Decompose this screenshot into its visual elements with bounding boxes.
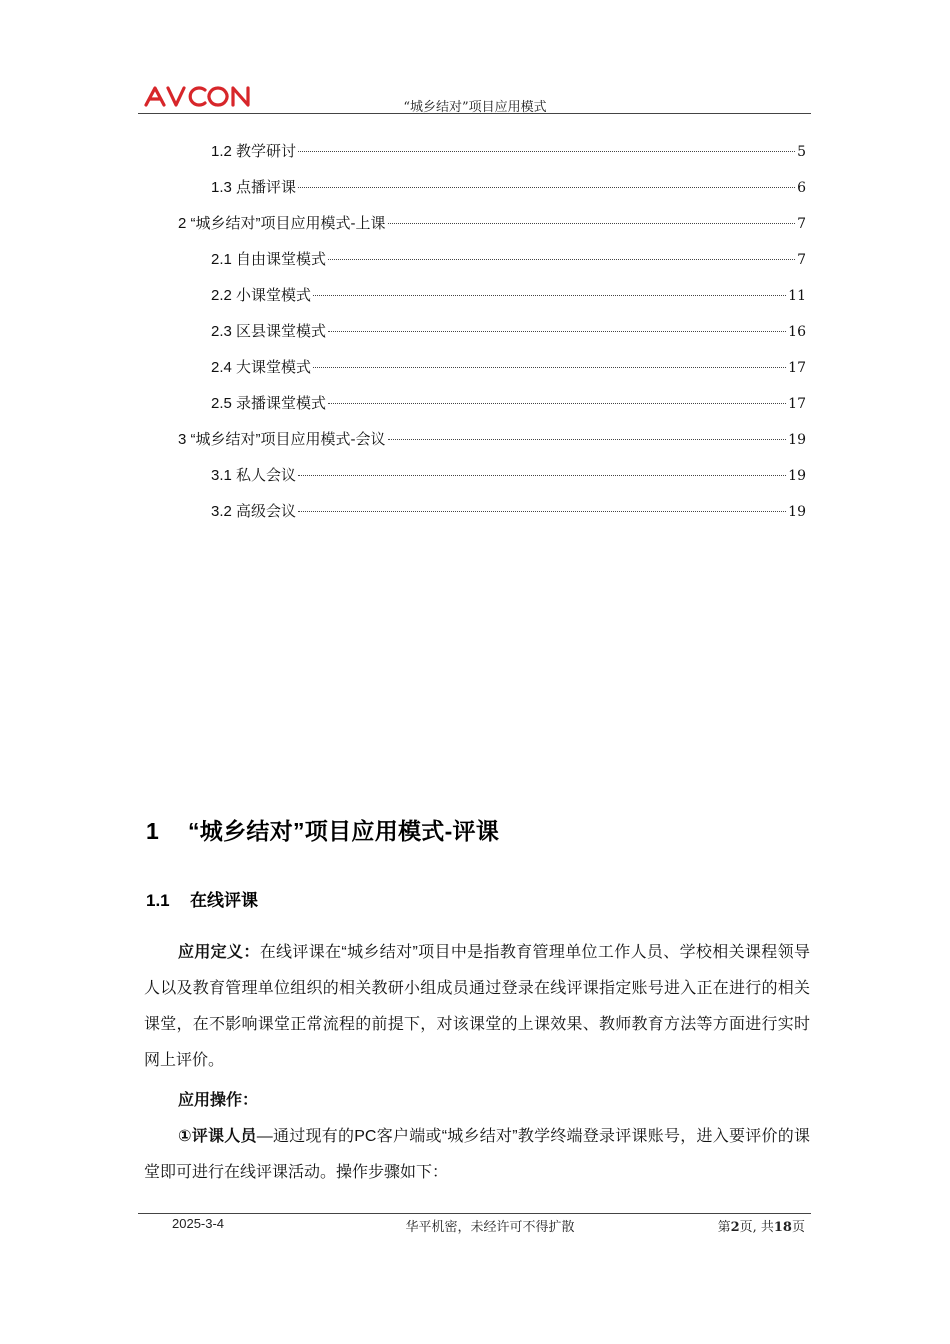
toc-entry-label: 2.1 自由课堂模式 [211, 251, 327, 268]
toc-leader-dots [298, 151, 795, 152]
step-label: ①评课人员 [178, 1128, 257, 1145]
toc-entry-label: 2.4 大课堂模式 [211, 359, 312, 376]
toc-entry-label: 1.3 点播评课 [211, 179, 297, 196]
header-title: “城乡结对”项目应用模式 [403, 100, 547, 115]
toc-leader-dots [328, 403, 786, 404]
step-paragraph [144, 1119, 810, 1191]
toc-entry-page: 19 [788, 504, 806, 520]
step-text: —通过现有的PC客户端或“城乡结对”教学终端登录评课账号，进入要评价的课堂即可进行在线评课活动。操作步骤如下： [144, 1128, 810, 1181]
toc-entry-page: 11 [788, 288, 806, 304]
toc-entry-page: 19 [788, 432, 806, 448]
toc-entry[interactable] [211, 500, 806, 522]
operation-paragraph [144, 1083, 810, 1119]
footer-page-number [718, 1216, 805, 1235]
section-title: “城乡结对”项目应用模式-评课 [188, 818, 500, 844]
toc-entry-label: 3.2 高级会议 [211, 503, 297, 520]
section-number: 1 [146, 818, 160, 844]
toc-leader-dots [313, 295, 786, 296]
toc-entry-label: 3 “城乡结对”项目应用模式-会议 [178, 431, 386, 448]
avcon-logo [144, 84, 256, 108]
avcon-logo-icon [144, 84, 256, 108]
toc-entry[interactable] [178, 428, 806, 450]
definition-paragraph [144, 935, 810, 1079]
toc-leader-dots [388, 439, 787, 440]
toc-leader-dots [313, 367, 786, 368]
page-total: 18 [773, 1220, 792, 1235]
toc-leader-dots [328, 331, 786, 332]
toc-entry-page: 19 [788, 468, 806, 484]
toc-leader-dots [388, 223, 796, 224]
toc-entry-page: 5 [797, 144, 806, 160]
toc-entry[interactable] [211, 284, 806, 306]
toc-entry-label: 1.2 教学研讨 [211, 143, 297, 160]
toc-entry-label: 2.2 小课堂模式 [211, 287, 312, 304]
definition-label: 应用定义： [178, 944, 260, 961]
toc-leader-dots [298, 187, 795, 188]
subsection-number: 1.1 [146, 891, 170, 910]
footer-confidential: 华平机密，未经许可不得扩散 [405, 1220, 575, 1235]
toc-entry[interactable] [211, 248, 806, 270]
toc-entry[interactable] [211, 464, 806, 486]
toc-entry[interactable] [211, 320, 806, 342]
toc-entry-page: 16 [788, 324, 806, 340]
page-current: 2 [730, 1220, 740, 1235]
toc-entry[interactable] [211, 176, 806, 198]
operation-label: 应用操作： [178, 1092, 259, 1109]
definition-text: 在线评课在“城乡结对”项目中是指教育管理单位工作人员、学校相关课程领导人以及教育管理单位组织的相关教研小组成员通过登录在线评课指定账号进入正在进行的相关课堂，在不影响课堂正常流程的前提下，对该课堂的上课效果、教师教育方法等方面进行实时网上评价。 [144, 944, 810, 1069]
toc-entry-label: 2 “城乡结对”项目应用模式-上课 [178, 215, 386, 232]
toc-entry[interactable] [211, 140, 806, 162]
toc-entry[interactable] [178, 212, 806, 234]
subsection-heading [146, 886, 258, 911]
footer-date: 2025-3-4 [172, 1216, 225, 1231]
toc-entry-label: 2.3 区县课堂模式 [211, 323, 327, 340]
footer-divider [138, 1213, 811, 1214]
page-mid: 页, 共 [739, 1220, 774, 1235]
toc-entry[interactable] [211, 392, 806, 414]
toc-entry-label: 3.1 私人会议 [211, 467, 297, 484]
section-heading-1 [146, 813, 499, 846]
toc-entry-page: 6 [797, 180, 806, 196]
page-prefix: 第 [717, 1220, 731, 1235]
toc-entry-page: 17 [788, 396, 806, 412]
toc-entry-page: 7 [797, 216, 806, 232]
page-suffix: 页 [791, 1220, 805, 1235]
toc-entry-page: 7 [797, 252, 806, 268]
toc-entry-label: 2.5 录播课堂模式 [211, 395, 327, 412]
subsection-title: 在线评课 [190, 891, 258, 910]
toc-entry-page: 17 [788, 360, 806, 376]
toc-leader-dots [298, 475, 786, 476]
toc-entry[interactable] [211, 356, 806, 378]
toc-leader-dots [328, 259, 795, 260]
header-divider [138, 113, 811, 114]
toc-leader-dots [298, 511, 786, 512]
